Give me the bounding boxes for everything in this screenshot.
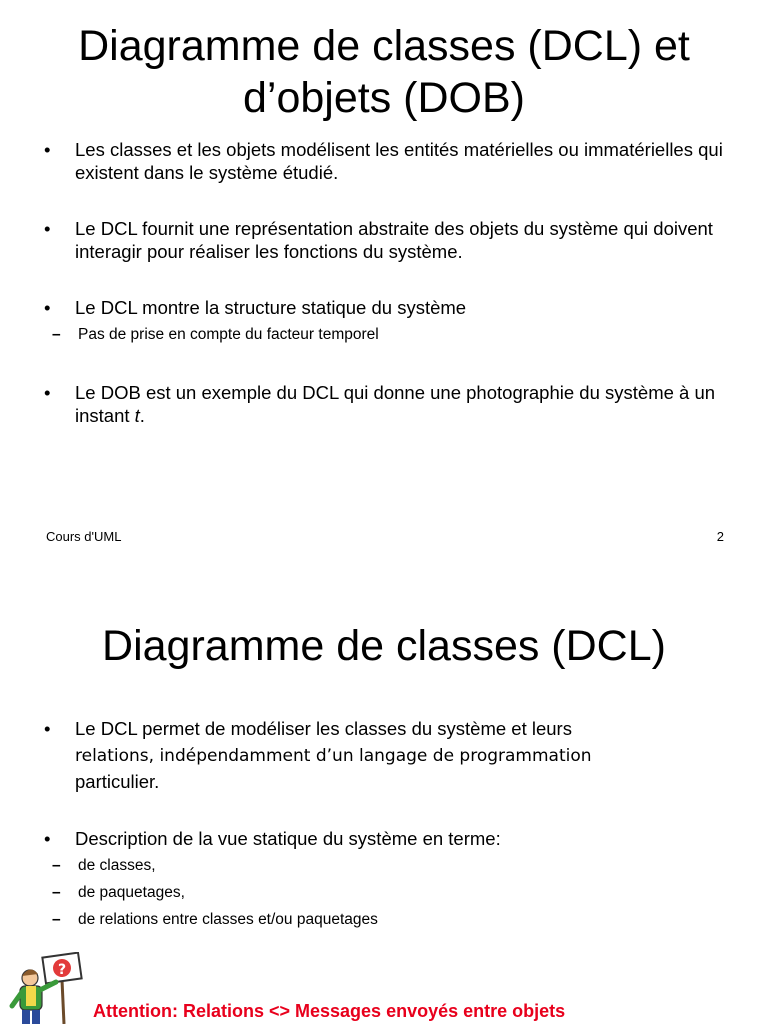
bullet-item	[44, 716, 734, 795]
bullet-text-italic: t	[134, 405, 140, 426]
slide-2	[0, 560, 768, 1024]
bullet-item	[44, 827, 734, 933]
bullet-item	[44, 296, 734, 348]
bullet-dot: •	[44, 297, 51, 318]
sub-dash: –	[52, 326, 61, 343]
footer-page-number: 2	[716, 529, 724, 544]
svg-text:?: ?	[58, 962, 67, 978]
bullet-text-end: particulier.	[75, 771, 160, 792]
sub-item-text: de relations entre classes et/ou paquetages	[78, 911, 378, 928]
slide-2-bullet-list	[44, 716, 734, 933]
bullet-dot: •	[44, 382, 51, 403]
footer-course-name: Cours d'UML	[46, 529, 122, 544]
sub-dash: –	[52, 911, 61, 928]
sub-dash: –	[52, 884, 61, 901]
bullet-dot: •	[44, 218, 51, 239]
bullet-text-relations: relations, indépendamment d’un langage de programmation	[75, 746, 592, 766]
sub-item	[44, 852, 734, 879]
bullet-text: Description de la vue statique du système en terme:	[75, 828, 501, 849]
person-with-sign-icon	[8, 952, 86, 1024]
sub-item-text: de paquetages,	[78, 884, 185, 901]
slide-1-title: Diagramme de classes (DCL) et d’objets (DOB)	[78, 22, 690, 122]
bullet-dot: •	[44, 139, 51, 160]
sub-item-text: Pas de prise en compte du facteur temporel	[78, 326, 379, 343]
bullet-item	[44, 217, 734, 263]
slide-2-title: Diagramme de classes (DCL)	[102, 622, 666, 670]
bullet-text: Le DCL fournit une représentation abstraite des objets du système qui doivent interagir pour réaliser les fonctions du système.	[75, 218, 713, 262]
bullet-text: Le DCL montre la structure statique du système	[75, 297, 467, 318]
bullet-dot: •	[44, 828, 51, 849]
sub-list	[52, 321, 734, 348]
bullet-text: Le DCL permet de modéliser les classes du système et leurs	[75, 718, 572, 739]
bullet-text: Le DOB est un exemple du DCL qui donne une photographie du système à un instant	[75, 382, 716, 426]
sub-dash: –	[52, 857, 61, 874]
slide-1-bullet-list	[44, 138, 734, 427]
bullet-item	[44, 381, 734, 427]
sub-list	[52, 852, 734, 933]
sub-item-text: de classes,	[78, 857, 156, 874]
attention-note: Attention: Relations <> Messages envoyés entre objets	[93, 1001, 566, 1021]
bullet-text: Les classes et les objets modélisent les entités matérielles ou immatérielles qui existent dans le système étudié.	[75, 139, 723, 183]
bullet-dot: •	[44, 718, 51, 739]
sub-item	[44, 906, 734, 933]
bullet-text-end: .	[139, 405, 145, 426]
sub-item	[44, 879, 734, 906]
sub-item	[44, 321, 734, 348]
bullet-item	[44, 138, 734, 184]
